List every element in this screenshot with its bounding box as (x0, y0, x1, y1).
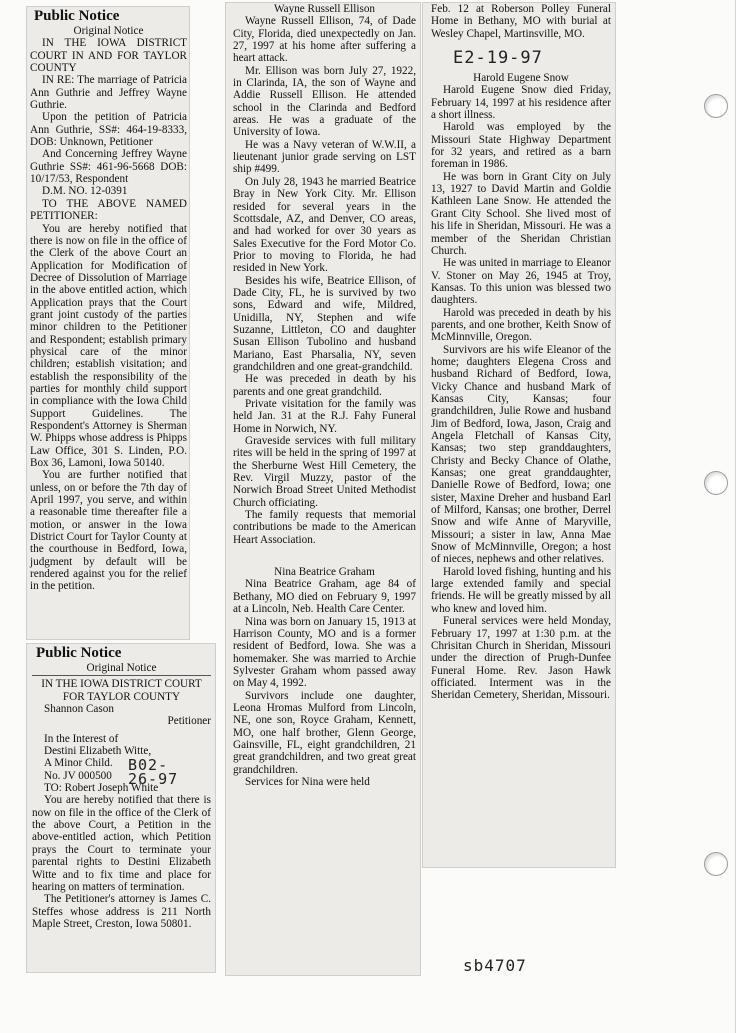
interest-line: A Minor Child. (44, 757, 113, 770)
obituary-paragraph: Nina was born on January 15, 1913 at Harrison County, MO and is a former resident of Bedford, Iowa. She was a homemaker. She was married to Archie Sylvester Graham whom passed away on May 4, 1992. (233, 615, 416, 690)
notice-case-number: D.M. NO. 12-0391 (42, 185, 128, 198)
notice-subtitle: Original Notice (86, 662, 157, 674)
obituary-paragraph: Wayne Russell Ellison, 74, of Dade City, Florida, died unexpectedly on Jan. 27, 1997 at his home after suffering a heart attack. (233, 15, 416, 65)
notice-paragraph: IN RE: The marriage of Patricia Ann Guthrie and Jeffrey Wayne Guthrie. (30, 74, 187, 112)
notice-title: Public Notice (36, 645, 122, 661)
notice-paragraph: And Concerning Jeffrey Wayne Guthrie SS#: 461-96-5668 DOB: 10/17/53, Respondent (30, 148, 187, 186)
obituary-column-middle (225, 2, 421, 976)
notice-paragraph: You are hereby notified that there is now on file in the office of the Clerk of the above Court, a Petition in the above-entitled action, which Petition prays the Court to terminate your parental rights to Destini Elizabeth Witte and to fix time and place for hearing on matters of termination. (32, 794, 211, 893)
notice-paragraph: Upon the petition of Patricia Ann Guthrie, SS#: 464-19-8333, DOB: Unknown, Petitioner (30, 111, 187, 149)
notice-paragraph: You are hereby notified that there is now on file in the office of the Clerk of the above Court an Application for Modification of Decree of Dissolution of Marriage in the above entitled action, which Application prays that the Court grant joint custody of the parties minor children to the Petitioner and Respondent; establish primary physical care of the minor children; establish visitation; and establish the responsibility of the parties for monthly child support in compliance with the Iowa Child Support Guidelines. The Respondent's Attorney is Sherman W. Phipps whose address is Phipps Law Office, 301 S. Linden, P.O. Box 36, Lamoni, Iowa 50140. (30, 222, 187, 470)
obituary-paragraph: He was born in Grant City on July 13, 1927 to David Martin and Goldie Kathleen Lane Snow. He attended the Grant City School. She lived most of his life in Sheridan, Missouri. He was a member of the Sheridan Christian Church. (431, 170, 611, 257)
petitioner-role: Petitioner (167, 715, 211, 728)
notice-court: IN THE IOWA DISTRICT COURT IN AND FOR TAYLOR COUNTY (30, 37, 187, 75)
notice-court: IN THE IOWA DISTRICT COURT FOR TAYLOR COUNTY (41, 678, 202, 703)
obituary-paragraph: He was preceded in death by his parents and one great grandchild. (233, 373, 416, 398)
obituary-paragraph: Nina Beatrice Graham, age 84 of Bethany, MO died on February 9, 1997 at a Lincoln, Neb. Health Care Center. (233, 578, 416, 616)
obituary-paragraph: Services for Nina were held (245, 775, 370, 788)
petitioner-name: Shannon Cason (44, 703, 114, 716)
obituary-paragraph: Harold was preceded in death by his parents, and one brother, Keith Snow of McMinnville, Oregon. (431, 306, 611, 344)
obituary-paragraph: Funeral services were held Monday, February 17, 1997 at 1:30 p.m. at the Chrisitan Church in Sheridan, Missouri under the direction of Prugh-Dunfee Funeral Home. Rev. Jason Hawk officiated. Interment was in the Sheridan Cemetery, Sheridan, Missouri. (431, 615, 611, 702)
obituary-paragraph: Survivors include one daughter, Leona Hromas Mulford from Lincoln, NE, one son, Royce Graham, Kennett, MO, one half brother, Glenn George, Gainsville, FL, eight grandchildren, 21 great grandchildren, and two great great grandchildren. (233, 689, 416, 776)
public-notice-guthrie-clipping (26, 6, 190, 640)
obituary-paragraph: On July 28, 1943 he married Beatrice Bray in New York City. Mr. Ellison resided for several years in the Scottsdale, AZ, and Denver, CO areas, and had worked for over 30 years as Sales Executive for the Ford Motor Co. Prior to moving to Florida, he had resided in New York. (233, 175, 416, 275)
obituary-paragraph: Harold was employed by the Missouri State Highway Department for 32 years, and retired as a barn foreman in 1986. (431, 121, 611, 171)
binder-hole-bottom (704, 852, 728, 876)
strike-line (32, 675, 211, 676)
obituary-paragraph: He was a Navy veteran of W.W.II, a lieutenant junior grade serving on LST ship #499. (233, 138, 416, 176)
interest-line: In the Interest of (44, 732, 119, 745)
handwritten-date-annotation: B02-26-97 (128, 756, 179, 789)
notice-subtitle: Original Notice (73, 25, 144, 37)
notice-addressee: TO THE ABOVE NAMED PETITIONER: (30, 197, 187, 223)
notice-paragraph: You are further notified that unless, on or before the 7th day of April 1997, you serve, and within a reasonable time thereafter file a motion, or answer in the Iowa District Court for Taylor County at the courthouse in Bedford, Iowa, judgment by default will be rendered against you for the relief in the petition. (30, 469, 187, 593)
notice-addressee: TO: Robert Joseph White (44, 782, 159, 795)
obituary-paragraph: Mr. Ellison was born July 27, 1922, in Clarinda, IA, the son of Wayne and Addie Russell Ellison. He attended school in the Clarinda and Bedford areas. He was a graduate of the University of Iowa. (233, 64, 416, 139)
obituary-heading-graham: Nina Beatrice Graham (274, 566, 375, 579)
public-notice-witte-clipping (26, 643, 216, 973)
interest-line: No. JV 000500 (44, 769, 112, 782)
notice-title: Public Notice (34, 8, 120, 24)
obituary-paragraph: Private visitation for the family was held Jan. 31 at the R.J. Fahy Funeral Home in Norwich, NY. (233, 398, 416, 435)
obituary-column-right (422, 2, 616, 868)
handwritten-date-annotation: E2-19-97 (453, 48, 543, 69)
binder-hole-top (704, 94, 728, 118)
obituary-heading-ellison: Wayne Russell Ellison (273, 3, 376, 15)
obituary-paragraph: The family requests that memorial contributions be made to the American Heart Association. (233, 509, 416, 546)
notice-paragraph: The Petitioner's attorney is James C. Steffes whose address is 211 North Maple Street, Creston, Iowa 50801. (32, 893, 211, 930)
handwritten-page-mark: sb4707 (463, 956, 527, 975)
obituary-paragraph: Survivors are his wife Eleanor of the home; daughters Elegena Cross and husband Richard of Bedford, Iowa, Vicky Chance and husband Mark of Kansas City, Kansas; four grandchildren, Julie Rowe and husband Jim of Bedford, Iowa, Jason, Craig and Angela Fletchall of Kansas City, Kansas; two step granddaughters, Christy and Becky Chance of Olathe, Kansas; one great granddaughter, Danielle Rowe of Bedford, Iowa; one sister, Maxine Dreher and husband Earl of Milford, Kansas; one brother, Derrel Snow and wife Anne of Maryville, Missouri; a sister in law, Anna Mae Snow of McMinnville, Oregon; a host of nieces, nephews and other relatives. (431, 343, 611, 566)
interest-line: Destini Elizabeth Witte, (44, 745, 152, 758)
obituary-paragraph: Graveside services with full military rites will be held in the spring of 1997 at the Sherburne West Hill Cemetery, the Rev. Virgil Muzzy, pastor of the Norwich Broad Street United Methodist Church officiating. (233, 435, 416, 509)
obituary-continuation: Feb. 12 at Roberson Polley Funeral Home in Bethany, MO with burial at Wesley Chapel, Martinsville, MO. (431, 3, 611, 40)
obituary-paragraph: Besides his wife, Beatrice Ellison, of Dade City, FL, he is survived by two sons, Edward and wife, Mildred, Unidilla, NY, Stephen and wife Suzanne, Littleton, CO and daughter Susan Ellison Tubolino and husband Mariano, East Pharsalia, NY, seven grandchildren and one great-grandchild. (233, 274, 416, 373)
obituary-paragraph: Harold Eugene Snow died Friday, February 14, 1997 at his residence after a short illness. (431, 84, 611, 122)
obituary-paragraph: He was united in marriage to Eleanor V. Stoner on May 26, 1945 at Troy, Kansas. To this union was blessed two daughters. (431, 257, 611, 307)
obituary-heading-snow: Harold Eugene Snow (473, 72, 569, 85)
obituary-paragraph: Harold loved fishing, hunting and his large extended family and special friends. He will be greatly missed by all who knew and loved him. (431, 565, 611, 615)
binder-hole-middle (704, 471, 728, 495)
